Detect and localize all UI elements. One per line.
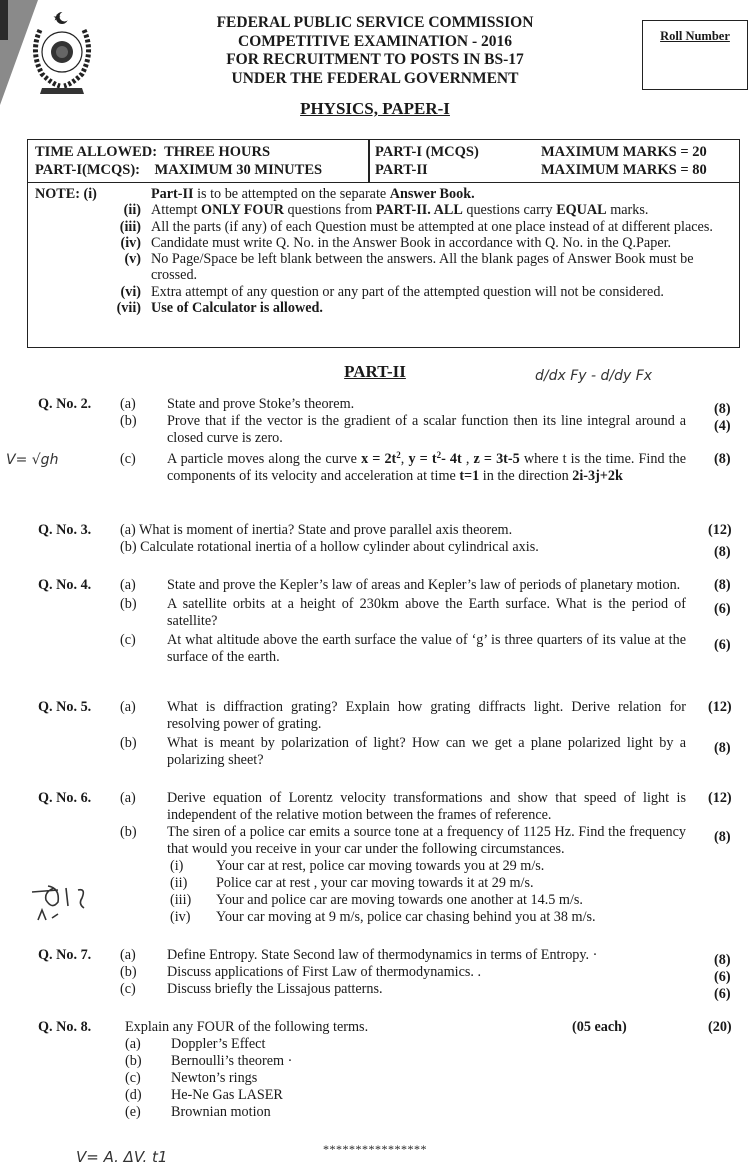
note-item <box>35 186 735 202</box>
part-text: Prove that if the vector is the gradient of a scalar function then its line integral around a closed curve is zero. <box>167 413 686 446</box>
emphasis-text: Part-II <box>151 186 194 202</box>
note-number: (ii) <box>123 202 141 219</box>
handwritten-velocity-note: V= √gh <box>6 452 59 468</box>
separator: , <box>461 451 474 467</box>
part-label: (c) <box>120 632 136 648</box>
note-text <box>151 219 735 235</box>
item-text: He-Ne Gas LASER <box>171 1087 283 1103</box>
question-part <box>0 735 750 769</box>
part-text: (b) Calculate rotational inertia of a hollow cylinder about cylindrical axis. <box>120 539 539 555</box>
part-label: (a) <box>120 699 136 715</box>
circumstance-item <box>0 909 750 926</box>
question-number: Q. No. 2. <box>38 396 92 412</box>
equation-z: z = 3t-5 <box>473 451 520 467</box>
text-segment: where t is the time. Find the components of its velocity and acceleration at time <box>167 451 687 484</box>
part-text <box>167 451 686 485</box>
note-item <box>35 219 735 235</box>
part1-label: PART-I (MCQS) <box>375 144 479 160</box>
term-item <box>0 1087 750 1104</box>
handwritten-curl-note: d/dx Fy - d/dy Fx <box>535 368 653 384</box>
term-item <box>0 1070 750 1087</box>
part-marks: (6) <box>714 969 731 985</box>
question-8 <box>0 1019 750 1121</box>
emphasis-text: Answer Book. <box>389 186 475 202</box>
question-part <box>0 539 750 560</box>
note-item <box>35 300 735 316</box>
part2-marks: MAXIMUM MARKS = 80 <box>541 162 707 178</box>
part-label: (a) <box>120 396 136 412</box>
item-label: (c) <box>125 1070 141 1086</box>
equation-x <box>361 451 401 467</box>
text-segment: in the direction <box>479 468 573 484</box>
part-label: (c) <box>120 981 136 997</box>
part-marks: (8) <box>714 952 731 968</box>
question-2 <box>0 396 750 485</box>
item-label: (a) <box>125 1036 141 1052</box>
note-text <box>151 186 735 202</box>
text-segment: is to be attempted on the separate <box>193 186 390 202</box>
circumstance-item <box>0 892 750 909</box>
question-3 <box>0 522 750 560</box>
note-item <box>35 235 735 251</box>
superscript: 2 <box>436 450 442 460</box>
question-part <box>0 522 750 539</box>
question-4 <box>0 577 750 666</box>
text-segment: Attempt <box>151 202 202 219</box>
part-marks: (12) <box>708 699 732 715</box>
part-text: State and prove the Kepler’s law of areas and Kepler’s law of periods of planetary motion. <box>167 577 681 593</box>
table-divider <box>368 140 370 183</box>
note-number: (v) <box>124 251 141 268</box>
header-line: FEDERAL PUBLIC SERVICE COMMISSION <box>216 14 534 31</box>
part-marks: (8) <box>714 577 731 593</box>
part-label: (b) <box>120 413 137 429</box>
mcq-time-value: MAXIMUM 30 MINUTES <box>154 162 323 178</box>
note-label: NOTE: <box>35 186 80 202</box>
note-number: (vi) <box>120 283 141 300</box>
direction-vector: 2i-3j+2k <box>572 468 623 484</box>
part-marks: (8) <box>714 829 731 845</box>
note-text <box>151 235 735 251</box>
header-line: FOR RECRUITMENT TO POSTS IN BS-17 <box>226 51 524 68</box>
question-part <box>0 577 750 594</box>
item-label: (e) <box>125 1104 141 1120</box>
total-marks: (20) <box>708 1019 732 1035</box>
part1-marks: MAXIMUM MARKS = 20 <box>541 144 707 160</box>
part-text: At what altitude above the earth surface the value of ‘g’ is three quarters of its value at the surface of the earth. <box>167 632 686 665</box>
exam-header <box>150 14 600 88</box>
text-segment: questions carry <box>462 202 557 219</box>
note-text <box>151 202 735 218</box>
part-text: Define Entropy. State Second law of thermodynamics in terms of Entropy. · <box>167 947 598 963</box>
part-marks: (6) <box>714 637 731 653</box>
time-marks-row <box>28 140 739 183</box>
text-segment: All the parts (if any) of each Question must be attempted at one place instead of at different places. <box>151 218 713 235</box>
item-text: Doppler’s Effect <box>171 1036 266 1052</box>
question-number: Q. No. 4. <box>38 577 92 593</box>
eq-part: y = t <box>408 451 437 467</box>
item-label: (b) <box>125 1053 142 1069</box>
time-allowed-value: THREE HOURS <box>164 144 271 160</box>
parts-cell <box>375 143 535 179</box>
circumstances-list <box>0 858 750 926</box>
part-text: Discuss applications of First Law of thermodynamics. . <box>167 964 482 980</box>
term-item <box>0 1036 750 1053</box>
note-number: (i) <box>83 186 97 202</box>
emphasis-text: Use of Calculator is allowed. <box>151 300 323 317</box>
part-marks: (8) <box>714 544 731 560</box>
question-part <box>0 596 750 630</box>
circumstance-item <box>0 875 750 892</box>
question-number: Q. No. 5. <box>38 699 92 715</box>
part-marks: (8) <box>714 451 731 467</box>
notes-list <box>35 186 735 316</box>
scan-shadow-corner <box>0 0 8 40</box>
text-segment: questions from <box>283 202 376 219</box>
part-label: (c) <box>120 451 136 467</box>
part-text: State and prove Stoke’s theorem. <box>167 396 355 412</box>
part-marks: (6) <box>714 986 731 1002</box>
superscript: 2 <box>396 450 401 460</box>
emphasis-text: ONLY FOUR <box>201 202 284 219</box>
question-number: Q. No. 7. <box>38 947 92 963</box>
item-label: (d) <box>125 1087 142 1103</box>
note-text <box>151 300 735 316</box>
item-label: (iii) <box>170 892 192 908</box>
part-text: Discuss briefly the Lissajous patterns. <box>167 981 383 997</box>
terms-list <box>0 1036 750 1121</box>
eq-part: - 4t <box>441 451 462 467</box>
question-part <box>0 632 750 666</box>
term-item <box>0 1104 750 1121</box>
note-item <box>35 202 735 218</box>
question-number: Q. No. 3. <box>38 522 92 538</box>
note-number: (iv) <box>120 234 141 251</box>
instructions-table <box>27 139 740 348</box>
handwritten-scribble-icon <box>30 880 100 925</box>
question-part <box>0 824 750 858</box>
handwritten-bottom-note: V= A. ΔV. t1 <box>76 1148 168 1165</box>
part-label: (b) <box>120 735 137 751</box>
part-marks: (12) <box>708 522 732 538</box>
part-text: (a) What is moment of inertia? State and prove parallel axis theorem. <box>120 522 513 538</box>
part-marks: (4) <box>714 418 731 434</box>
part-label: (a) <box>120 790 136 806</box>
part-label: (a) <box>120 577 136 593</box>
emphasis-text: EQUAL <box>556 202 607 219</box>
question-part <box>0 964 750 985</box>
part-text: What is diffraction grating? Explain how grating diffracts light. Derive relation for resolving power of grating. <box>167 699 686 732</box>
question-part <box>0 790 750 824</box>
roll-number-box[interactable] <box>642 20 748 90</box>
note-item <box>35 251 735 284</box>
question-number: Q. No. 6. <box>38 790 92 806</box>
end-of-paper-marker: **************** <box>323 1142 427 1156</box>
part-label: (a) <box>120 947 136 963</box>
part2-title: PART-II <box>344 362 406 381</box>
part-marks: (8) <box>714 401 731 417</box>
part-text: The siren of a police car emits a source tone at a frequency of 1125 Hz. Find the frequency that would you receive in your car under the following circumstances. <box>167 824 686 857</box>
time-value: t=1 <box>459 468 480 484</box>
item-label: (ii) <box>170 875 188 891</box>
question-part <box>0 947 750 968</box>
equation-y <box>408 451 461 467</box>
question-part <box>0 981 750 1002</box>
item-label: (i) <box>170 858 184 874</box>
item-text: Police car at rest , your car moving towards it at 29 m/s. <box>216 875 534 891</box>
marks-each: (05 each) <box>572 1019 627 1035</box>
item-label: (iv) <box>170 909 191 925</box>
time-allowed-cell <box>35 143 365 179</box>
item-text: Your car moving at 9 m/s, police car chasing behind you at 38 m/s. <box>216 909 596 925</box>
part-text: What is meant by polarization of light? How can we get a plane polarized light by a polarizing sheet? <box>167 735 686 768</box>
item-text: Newton’s rings <box>171 1070 258 1086</box>
eq-part: x = 2t <box>361 451 397 467</box>
question-part <box>0 396 750 417</box>
text-segment: No Page/Space be left blank between the answers. All the blank pages of Answer Book must be crossed. <box>151 251 694 284</box>
item-text: Bernoulli’s theorem · <box>171 1053 293 1069</box>
part-marks: (8) <box>714 740 731 756</box>
mcq-time-label: PART-I(MCQS): <box>35 162 141 178</box>
question-text: Explain any FOUR of the following terms. <box>125 1019 369 1035</box>
separator: , <box>400 451 409 467</box>
roll-number-label: Roll Number <box>660 29 730 43</box>
question-part <box>0 699 750 733</box>
question-5 <box>0 699 750 769</box>
term-item <box>0 1053 750 1070</box>
note-item <box>35 284 735 300</box>
circumstance-item <box>0 858 750 875</box>
question-7 <box>0 947 750 1002</box>
text-segment: Extra attempt of any question or any part of the attempted question will not be considered. <box>151 283 664 300</box>
part-label: (b) <box>120 964 137 980</box>
item-text: Brownian motion <box>171 1104 271 1120</box>
question-number: Q. No. 8. <box>38 1019 92 1035</box>
note-number <box>35 186 147 202</box>
note-number: (iii) <box>119 218 141 235</box>
header-line: UNDER THE FEDERAL GOVERNMENT <box>231 69 519 87</box>
item-text: Your and police car are moving towards one another at 14.5 m/s. <box>216 892 583 908</box>
text-segment: A particle moves along the curve <box>167 451 362 467</box>
marks-cell <box>541 143 741 179</box>
part-label: (b) <box>120 824 137 840</box>
question-stem <box>0 1019 750 1036</box>
question-part <box>0 451 750 485</box>
emphasis-text: PART-II. ALL <box>375 202 463 219</box>
question-6 <box>0 790 750 926</box>
part-text: Derive equation of Lorentz velocity transformations and show that speed of light is independent of the relative motion between the frames of reference. <box>167 790 686 823</box>
time-allowed-label: TIME ALLOWED: <box>35 144 158 160</box>
part2-label: PART-II <box>375 162 428 178</box>
paper-title: PHYSICS, PAPER-I <box>300 99 450 118</box>
text-segment: Candidate must write Q. No. in the Answer Book in accordance with Q. No. in the Q.Paper. <box>151 234 672 251</box>
fpsc-emblem-icon <box>26 8 98 98</box>
part-label: (b) <box>120 596 137 612</box>
part-marks: (6) <box>714 601 731 617</box>
note-text <box>151 251 735 284</box>
note-text <box>151 284 735 300</box>
item-text: Your car at rest, police car moving towards you at 29 m/s. <box>216 858 545 874</box>
note-number: (vii) <box>116 300 141 317</box>
part-text: A satellite orbits at a height of 230km above the Earth surface. What is the period of satellite? <box>167 596 686 629</box>
header-line: COMPETITIVE EXAMINATION - 2016 <box>238 32 512 50</box>
part-marks: (12) <box>708 790 732 806</box>
question-part <box>0 413 750 447</box>
text-segment: marks. <box>606 202 649 219</box>
